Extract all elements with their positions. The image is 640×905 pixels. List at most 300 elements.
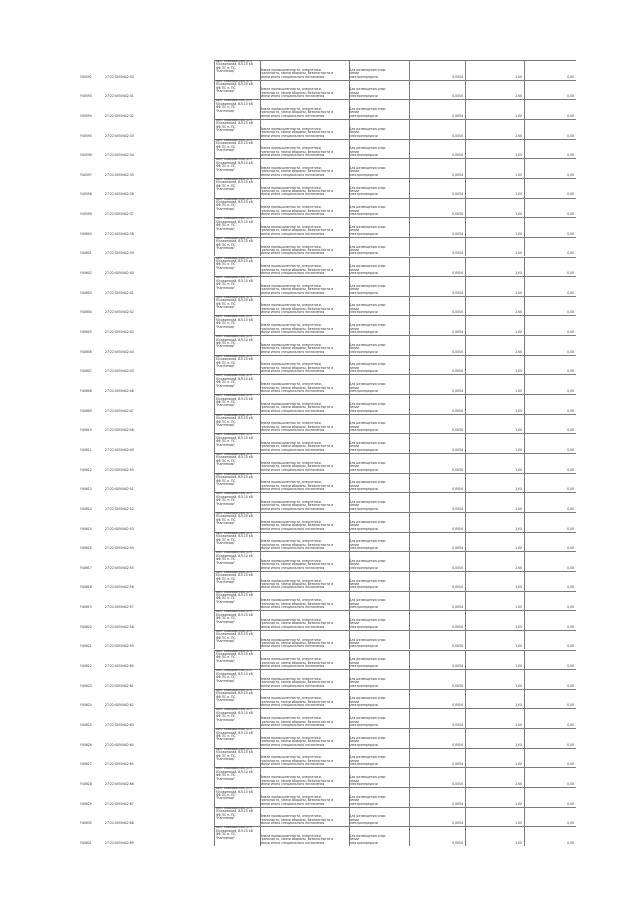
cadastral-number: 27:22:0050442:54 (105, 546, 134, 551)
address-line: Юсьвинский, ВЛ-10 кВ (216, 219, 253, 224)
land-category-line: земли иного специального назначения (260, 781, 325, 786)
table-row (80, 217, 576, 237)
land-category-line: земли иного специального назначения (260, 330, 325, 335)
land-category-line: транспорта, земли обороны, безопасности и (260, 365, 334, 370)
permitted-use-line: электропередачи (349, 840, 378, 845)
value-cell (524, 60, 576, 80)
address-line: обл. Хабаровская, р-н (216, 413, 252, 417)
land-category-text (260, 363, 333, 373)
permitted-use-cell (348, 158, 410, 178)
record-number: Y40630 (80, 821, 92, 826)
land-category-text (260, 69, 333, 79)
land-category-cell (259, 158, 350, 178)
permitted-use-text (349, 128, 385, 138)
cadastral-number-cell (105, 630, 214, 650)
address-line: "Кантемир" (216, 187, 235, 192)
value-1: 1,00 (515, 487, 522, 492)
area-cell (409, 158, 466, 178)
record-number-cell (80, 728, 104, 748)
value-1: 1,00 (515, 428, 522, 433)
address-line: "Кантемир" (216, 482, 235, 486)
land-category-cell (259, 453, 350, 473)
value-cell (466, 708, 525, 728)
land-category-line: Земли промышленности, энергетики, (260, 794, 322, 799)
permitted-use-line: электропередачи (349, 192, 378, 197)
permitted-use-text (349, 756, 385, 766)
land-category-text (260, 481, 333, 491)
value-cell (524, 335, 576, 355)
value-2: 0,00 (567, 251, 574, 256)
cadastral-number-cell (105, 610, 214, 630)
cadastral-number: 27:22:0050442:61 (105, 683, 134, 688)
record-number: Y40612 (80, 467, 92, 472)
cadastral-number: 27:22:0050442:69 (105, 840, 134, 845)
area-cell (409, 650, 466, 670)
permitted-use-text (349, 422, 385, 432)
address-line: Юсьвинский, ВЛ-10 кВ (216, 494, 253, 499)
land-category-cell (259, 217, 350, 237)
value-cell (524, 551, 576, 571)
address-line: обл. Хабаровская, р-н (216, 295, 252, 299)
value-1: 1,00 (515, 585, 522, 590)
address-line: Юсьвинский, ВЛ-10 кВ (216, 651, 253, 656)
value-1: 1,00 (515, 624, 522, 629)
value-cell (524, 198, 576, 218)
permitted-use-text (349, 265, 385, 275)
permitted-use-line: линии (349, 817, 360, 822)
permitted-use-text (349, 246, 385, 256)
permitted-use-line: линии (349, 444, 360, 449)
land-category-line: транспорта, земли обороны, безопасности и (260, 798, 334, 803)
value-1: 1,00 (515, 683, 522, 688)
land-category-text (260, 501, 333, 511)
land-category-line: земли иного специального назначения (260, 762, 325, 767)
area-cell (409, 217, 466, 237)
address-line: обл. Хабаровская, р-н (216, 118, 252, 122)
cadastral-number-cell (105, 60, 214, 80)
address-line: Ф6 ПС п. ПС (216, 812, 236, 817)
value-cell (524, 748, 576, 768)
permitted-use-cell (348, 728, 410, 748)
land-category-text (260, 619, 333, 629)
value-cell (524, 237, 576, 257)
value-1: 1,00 (515, 546, 522, 551)
permitted-use-line: линии (349, 523, 360, 528)
permitted-use-line: Для размещения опор (349, 362, 386, 367)
address-line: Ф6 ПС п. ПС (216, 439, 236, 444)
permitted-use-line: линии (349, 640, 360, 645)
area-value: 0,0054 (452, 74, 463, 79)
record-number: Y40626 (80, 742, 92, 747)
value-cell (466, 433, 525, 453)
permitted-use-line: электропередачи (349, 683, 378, 688)
permitted-use-line: линии (349, 189, 360, 194)
address-line: Юсьвинский, ВЛ-10 кВ (216, 278, 253, 283)
permitted-use-line: электропередачи (349, 447, 378, 452)
permitted-use-cell (348, 60, 410, 80)
land-category-cell (259, 315, 350, 335)
address-line: "Кантемир" (216, 69, 235, 74)
value-cell (466, 571, 525, 591)
permitted-use-cell (348, 119, 410, 139)
permitted-use-line: линии (349, 582, 360, 587)
record-number: Y40605 (80, 330, 92, 335)
land-category-cell (259, 571, 350, 591)
address-line: Юсьвинский, ВЛ-10 кВ (216, 730, 253, 735)
area-value: 0,0054 (452, 781, 463, 786)
area-cell (409, 728, 466, 748)
value-2: 0,00 (567, 133, 574, 138)
value-1: 1,00 (515, 388, 522, 393)
area-value: 0,0054 (452, 408, 463, 413)
land-category-text (260, 147, 333, 157)
address-line: "Кантемир" (216, 639, 235, 644)
permitted-use-line: Для размещения опор (349, 834, 386, 839)
land-category-line: Земли промышленности, энергетики, (260, 244, 322, 249)
land-category-line: транспорта, земли обороны, безопасности и (260, 326, 334, 331)
land-category-line: транспорта, земли обороны, безопасности и (260, 71, 334, 76)
value-cell (466, 492, 525, 512)
permitted-use-line: линии (349, 228, 360, 233)
value-cell (466, 512, 525, 532)
table-row (80, 413, 576, 437)
area-value: 0,0054 (452, 212, 463, 217)
cadastral-number: 27:22:0050442:58 (105, 624, 134, 629)
permitted-use-text (349, 521, 385, 531)
land-category-line: Земли промышленности, энергетики, (260, 382, 322, 387)
address-line: Юсьвинский, ВЛ-10 кВ (216, 769, 253, 774)
record-number-cell (80, 767, 104, 787)
area-value: 0,0054 (452, 683, 463, 688)
land-category-line: земли иного специального назначения (260, 742, 325, 747)
permitted-use-line: Для размещения опор (349, 716, 386, 721)
table-row (80, 492, 576, 512)
area-cell (409, 669, 466, 689)
value-2: 0,00 (567, 428, 574, 433)
land-category-line: Земли промышленности, энергетики, (260, 323, 322, 328)
record-number: Y40627 (80, 762, 92, 767)
area-value: 0,0054 (452, 526, 463, 531)
record-number: Y40595 (80, 133, 92, 138)
permitted-use-line: электропередачи (349, 408, 378, 413)
permitted-use-text (349, 187, 385, 197)
address-line: Юсьвинский, ВЛ-10 кВ (216, 514, 253, 519)
value-cell (466, 335, 525, 355)
address-line: обл. Хабаровская, р-н (216, 590, 252, 594)
table-row (80, 394, 576, 414)
address-line: Юсьвинский, ВЛ-10 кВ (216, 809, 253, 814)
record-number-cell (80, 826, 104, 846)
value-cell (524, 453, 576, 473)
value-cell (466, 669, 525, 689)
permitted-use-cell (348, 748, 410, 768)
record-number-cell (80, 374, 104, 394)
address-line: Ф6 ПС п. ПС (216, 537, 236, 542)
address-cell (214, 79, 261, 103)
land-category-line: Земли промышленности, энергетики, (260, 637, 322, 642)
land-category-line: земли иного специального назначения (260, 506, 325, 511)
area-value: 0,0054 (452, 723, 463, 728)
value-cell (466, 591, 525, 611)
land-category-text (260, 108, 333, 118)
value-2: 0,00 (567, 172, 574, 177)
address-line: "Кантемир" (216, 540, 235, 545)
record-number: Y40618 (80, 585, 92, 590)
address-line: "Кантемир" (216, 364, 235, 369)
cadastral-number: 27:22:0050442:46 (105, 388, 134, 393)
record-number-cell (80, 198, 104, 218)
land-category-cell (259, 276, 350, 296)
value-1: 1,00 (515, 742, 522, 747)
address-line: "Кантемир" (216, 305, 235, 310)
address-line: обл. Хабаровская, р-н (216, 747, 252, 751)
address-line: обл. Хабаровская, р-н (216, 394, 252, 398)
permitted-use-line: электропередачи (349, 133, 378, 138)
value-1: 1,00 (515, 74, 522, 79)
permitted-use-line: Для размещения опор (349, 106, 386, 111)
table-row (80, 99, 576, 119)
permitted-use-cell (348, 826, 410, 846)
land-category-line: транспорта, земли обороны, безопасности и (260, 149, 334, 154)
value-cell (524, 414, 576, 434)
cadastral-number: 27:22:0050442:30 (105, 74, 134, 79)
table-row (80, 79, 576, 103)
permitted-use-cell (348, 571, 410, 591)
value-1: 1,00 (515, 251, 522, 256)
record-number-cell (80, 453, 104, 473)
permitted-use-text (349, 580, 385, 590)
land-category-text (260, 285, 333, 295)
value-1: 1,00 (515, 467, 522, 472)
land-category-line: земли иного специального назначения (260, 133, 325, 138)
address-line: обл. Хабаровская, р-н (216, 236, 252, 240)
address-line: обл. Хабаровская, р-н (216, 806, 252, 810)
record-number-cell (80, 335, 104, 355)
land-category-cell (259, 807, 350, 827)
land-category-text (260, 776, 333, 786)
value-2: 0,00 (567, 487, 574, 492)
cadastral-number-cell (105, 217, 214, 237)
permitted-use-line: линии (349, 758, 360, 763)
land-category-cell (259, 296, 350, 316)
land-category-line: земли иного специального назначения (260, 840, 325, 845)
address-line: Ф6 ПС п. ПС (216, 694, 236, 699)
record-number: Y40610 (80, 428, 92, 433)
value-cell (524, 728, 576, 748)
value-1: 1,00 (515, 271, 522, 276)
cadastral-number: 27:22:0050442:41 (105, 290, 134, 295)
value-2: 0,00 (567, 762, 574, 767)
address-line: обл. Хабаровская, р-н (216, 217, 252, 221)
table-row (80, 571, 576, 591)
record-number: Y40602 (80, 271, 92, 276)
land-category-cell (259, 591, 350, 611)
address-line: Юсьвинский, ВЛ-10 кВ (216, 671, 253, 676)
value-2: 0,00 (567, 447, 574, 452)
land-category-line: земли иного специального назначения (260, 172, 325, 177)
permitted-use-line: линии (349, 110, 360, 115)
value-cell (524, 807, 576, 827)
address-line: Ф6 ПС п. ПС (216, 576, 236, 581)
address-line: "Кантемир" (216, 108, 235, 113)
cadastral-number: 27:22:0050442:55 (105, 565, 134, 570)
land-category-line: транспорта, земли обороны, безопасности и (260, 464, 334, 469)
land-category-line: земли иного специального назначения (260, 94, 325, 99)
permitted-use-line: электропередачи (349, 172, 378, 177)
land-category-line: транспорта, земли обороны, безопасности и (260, 837, 334, 842)
permitted-use-text (349, 835, 385, 845)
cadastral-number-cell (105, 708, 214, 728)
land-category-line: Земли промышленности, энергетики, (260, 676, 322, 681)
record-number: Y40600 (80, 231, 92, 236)
address-line: Ф6 ПС п. ПС (216, 557, 236, 562)
permitted-use-text (349, 678, 385, 688)
land-category-text (260, 422, 333, 432)
permitted-use-line: линии (349, 326, 360, 331)
permitted-use-cell (348, 257, 410, 277)
value-cell (524, 650, 576, 670)
value-2: 0,00 (567, 683, 574, 688)
area-value: 0,0054 (452, 330, 463, 335)
permitted-use-cell (348, 99, 410, 119)
address-line: Ф6 ПС п. ПС (216, 517, 236, 522)
permitted-use-line: электропередачи (349, 369, 378, 374)
land-category-line: транспорта, земли обороны, безопасности и (260, 287, 334, 292)
land-category-line: транспорта, земли обороны, безопасности и (260, 739, 334, 744)
land-category-cell (259, 689, 350, 709)
land-category-line: Земли промышленности, энергетики, (260, 499, 322, 504)
address-line: "Кантемир" (216, 658, 235, 663)
record-number-cell (80, 178, 104, 198)
value-1: 1,00 (515, 113, 522, 118)
permitted-use-line: линии (349, 90, 360, 95)
record-number-cell (80, 630, 104, 650)
value-cell (466, 178, 525, 198)
permitted-use-line: линии (349, 464, 360, 469)
value-1: 1,00 (515, 565, 522, 570)
land-category-cell (259, 60, 350, 80)
permitted-use-line: электропередачи (349, 349, 378, 354)
cadastral-number: 27:22:0050442:60 (105, 664, 134, 669)
permitted-use-text (349, 560, 385, 570)
land-category-text (260, 560, 333, 570)
value-2: 0,00 (567, 349, 574, 354)
value-cell (524, 826, 576, 846)
land-category-line: Земли промышленности, энергетики, (260, 775, 322, 780)
value-cell (466, 139, 525, 159)
table-row (80, 747, 576, 771)
cadastral-number: 27:22:0050442:44 (105, 349, 134, 354)
value-cell (466, 473, 525, 493)
address-line: Юсьвинский, ВЛ-10 кВ (216, 475, 253, 480)
area-cell (409, 374, 466, 394)
land-category-cell (259, 99, 350, 119)
land-category-line: транспорта, земли обороны, безопасности и (260, 444, 334, 449)
address-line: Ф6 ПС п. ПС (216, 105, 236, 110)
area-cell (409, 119, 466, 139)
table-row (80, 295, 576, 319)
value-2: 0,00 (567, 723, 574, 728)
cadastral-number: 27:22:0050442:68 (105, 821, 134, 826)
value-cell (466, 99, 525, 119)
area-cell (409, 512, 466, 532)
land-category-cell (259, 178, 350, 198)
value-cell (466, 394, 525, 414)
permitted-use-line: Для размещения опор (349, 676, 386, 681)
land-category-line: Земли промышленности, энергетики, (260, 283, 322, 288)
cadastral-number-cell (105, 80, 214, 100)
land-category-line: транспорта, земли обороны, безопасности и (260, 405, 334, 410)
address-line: Ф6 ПС п. ПС (216, 675, 236, 680)
area-cell (409, 492, 466, 512)
address-cell (214, 354, 261, 378)
record-number-cell (80, 591, 104, 611)
land-category-line: транспорта, земли обороны, безопасности и (260, 582, 334, 587)
land-category-line: Земли промышленности, энергетики, (260, 303, 322, 308)
cadastral-number: 27:22:0050442:38 (105, 231, 134, 236)
address-line: Юсьвинский, ВЛ-10 кВ (216, 337, 253, 342)
value-2: 0,00 (567, 546, 574, 551)
area-cell (409, 60, 466, 80)
address-cell (214, 217, 261, 237)
value-cell (466, 60, 525, 80)
value-1: 1,00 (515, 349, 522, 354)
value-2: 0,00 (567, 231, 574, 236)
permitted-use-text (349, 304, 385, 314)
value-2: 0,00 (567, 821, 574, 826)
permitted-use-line: Для размещения опор (349, 775, 386, 780)
value-cell (524, 374, 576, 394)
value-cell (524, 80, 576, 100)
address-cell (214, 767, 261, 787)
land-category-line: Земли промышленности, энергетики, (260, 657, 322, 662)
permitted-use-cell (348, 473, 410, 493)
value-cell (524, 315, 576, 335)
land-category-cell (259, 257, 350, 277)
permitted-use-text (349, 776, 385, 786)
permitted-use-cell (348, 335, 410, 355)
area-value: 0,0054 (452, 585, 463, 590)
area-cell (409, 708, 466, 728)
land-category-line: земли иного специального назначения (260, 664, 325, 669)
address-cell (214, 630, 261, 650)
land-category-line: Земли промышленности, энергетики, (260, 185, 322, 190)
area-cell (409, 178, 466, 198)
area-cell (409, 473, 466, 493)
area-value: 0,0054 (452, 388, 463, 393)
permitted-use-line: Для размещения опор (349, 558, 386, 563)
address-line: "Кантемир" (216, 442, 235, 447)
cadastral-number: 27:22:0050442:51 (105, 487, 134, 492)
permitted-use-line: Для размещения опор (349, 519, 386, 524)
cadastral-number: 27:22:0050442:40 (105, 271, 134, 276)
value-cell (524, 257, 576, 277)
permitted-use-line: электропередачи (349, 271, 378, 276)
land-category-line: земли иного специального назначения (260, 821, 325, 826)
permitted-use-cell (348, 433, 410, 453)
value-cell (524, 787, 576, 807)
permitted-use-line: линии (349, 267, 360, 272)
cadastral-number-cell (105, 787, 214, 807)
address-line: "Кантемир" (216, 796, 235, 801)
record-number-cell (80, 315, 104, 335)
value-1: 1,00 (515, 664, 522, 669)
land-category-line: земли иного специального назначения (260, 113, 325, 118)
cadastral-number: 27:22:0050442:65 (105, 762, 134, 767)
record-number: Y40619 (80, 605, 92, 610)
cadastral-number-cell (105, 689, 214, 709)
area-cell (409, 610, 466, 630)
